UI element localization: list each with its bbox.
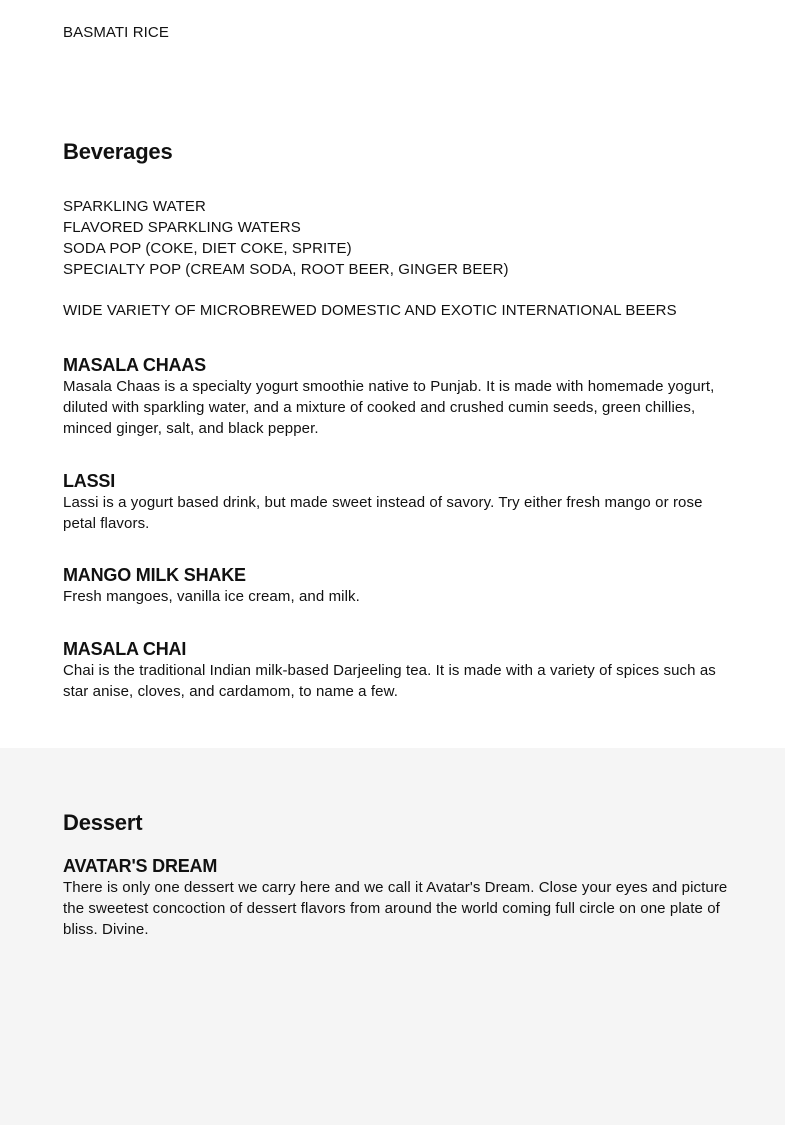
item-description: Lassi is a yogurt based drink, but made sweet instead of savory. Try either fresh mango or rose petal flavors.	[63, 494, 703, 532]
item-name: MANGO MILK SHAKE	[63, 565, 246, 585]
list-item: SPARKLING WATER	[63, 198, 206, 215]
list-item: SODA POP (COKE, DIET COKE, SPRITE)	[63, 240, 352, 257]
dessert-section	[0, 748, 785, 1125]
item-name: LASSI	[63, 471, 116, 491]
item-description: Masala Chaas is a specialty yogurt smoothie native to Punjab. It is made with homemade yogurt, diluted with sparkling water, and a mixture of cooked and crushed cumin seeds, green chillies, minced ginger, salt, and black pepper.	[63, 378, 715, 437]
menu-item-lassi	[63, 470, 728, 534]
list-item: SPECIALTY POP (CREAM SODA, ROOT BEER, GINGER BEER)	[63, 261, 509, 278]
menu-item-basmati-rice: BASMATI RICE	[63, 24, 169, 41]
item-name: MASALA CHAAS	[63, 355, 206, 375]
list-item: FLAVORED SPARKLING WATERS	[63, 219, 301, 236]
item-description: There is only one dessert we carry here and we call it Avatar's Dream. Close your eyes and picture the sweetest concoction of dessert flavors from around the world coming full circle on one plate of bliss. Divine.	[63, 879, 728, 938]
item-name: AVATAR'S DREAM	[63, 856, 218, 876]
menu-item-avatars-dream	[63, 855, 728, 940]
beers-note: WIDE VARIETY OF MICROBREWED DOMESTIC AND EXOTIC INTERNATIONAL BEERS	[63, 302, 677, 319]
item-name: MASALA CHAI	[63, 639, 187, 659]
beverages-heading: Beverages	[63, 139, 173, 164]
menu-item-masala-chaas	[63, 354, 728, 439]
beverages-simple-list	[63, 196, 509, 280]
item-description: Fresh mangoes, vanilla ice cream, and milk.	[63, 588, 360, 605]
item-description: Chai is the traditional Indian milk-based Darjeeling tea. It is made with a variety of spices such as star anise, cloves, and cardamom, to name a few.	[63, 662, 716, 700]
menu-item-masala-chai	[63, 638, 728, 702]
menu-item-mango-milk-shake	[63, 564, 728, 607]
dessert-heading: Dessert	[63, 810, 143, 835]
